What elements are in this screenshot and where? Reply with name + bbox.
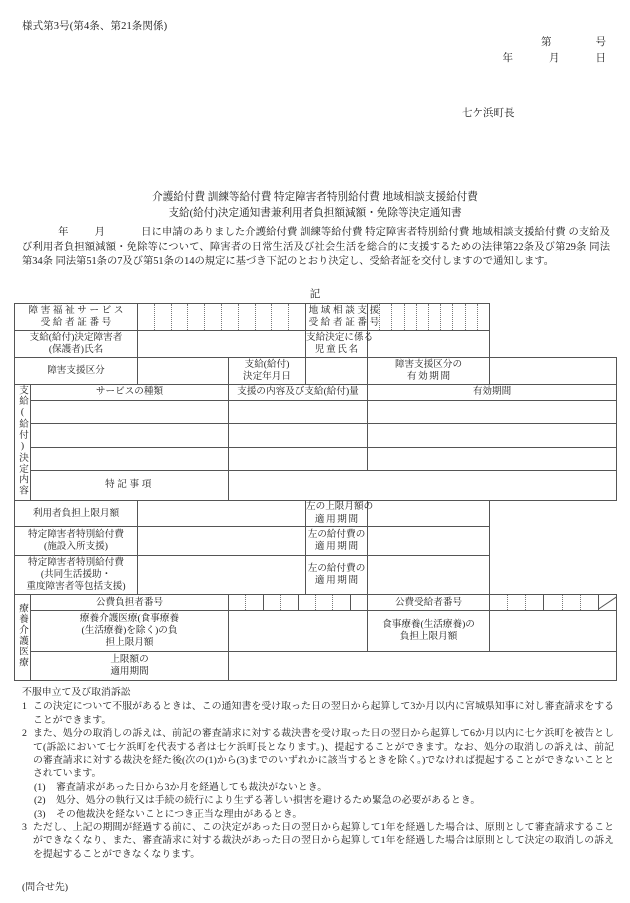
public-payer-number-field[interactable] [229, 595, 368, 611]
document-number-line [541, 34, 606, 49]
date-month-label: 月 [549, 53, 560, 64]
child-name-label: 支給決定に係る 児童氏名 [306, 331, 368, 358]
appeal-item-2-text: また、処分の取消しの訴えは、前記の審査請求に対する裁決書を受け取った日の翌日から起算して6か月以内に七ケ浜町を被告として(訴訟において七ケ浜町を代表する者は七ケ浜町長となります。)、提起することができます。なお、処分の取消しの訴えは、前記の審査請求に対する裁決を経た後(次の(1)から(3)までのいずれかに該当するときを除く。)でなければ提起することができないこととされています。 [33, 728, 614, 780]
support-content-field[interactable] [229, 401, 368, 424]
special-notes-label: 特記事項 [31, 470, 229, 500]
left-benefit-period-field-2[interactable] [368, 556, 490, 595]
table-row-public-expense-numbers [15, 595, 617, 611]
table-row-decision-headers [15, 385, 617, 401]
valid-period-field[interactable] [368, 401, 617, 424]
medical-cap-field[interactable] [229, 611, 368, 652]
appeal-item-3-number: 3 [22, 822, 27, 834]
cap-period-label: 上限額の 適用期間 [31, 652, 229, 681]
ki-marker: 記 [309, 289, 321, 300]
decision-date-label: 支給(給付) 決定年月日 [229, 358, 306, 385]
document-number-suffix: 号 [595, 37, 606, 48]
appeal-subitem-3-number: (3) [34, 808, 46, 820]
left-benefit-period-label: 左の給付費の 適用期間 [306, 527, 368, 556]
special-benefit-group-label: 特定障害者特別給付費 (共同生活援助・ 重度障害者等包括支援) [15, 556, 138, 595]
title-line-1: 介護給付費 訓練等給付費 特定障害者特別給付費 地域相談支援給付費 [152, 192, 478, 203]
cap-period-field[interactable] [229, 652, 617, 681]
intro-month-label: 月 [94, 227, 106, 238]
user-burden-cap-label: 利用者負担上限月額 [15, 501, 138, 527]
support-content-field[interactable] [229, 447, 368, 470]
appeal-subitem-3-text: その他裁決を経ないことにつき正当な理由があるとき。 [56, 808, 303, 820]
service-type-field[interactable] [31, 424, 229, 447]
child-name-field[interactable] [368, 331, 490, 358]
public-recipient-number-label: 公費受給者番号 [368, 595, 490, 611]
service-cert-number-cells [138, 304, 305, 330]
form-number: 様式第3号(第4条、第21条関係) [22, 21, 168, 32]
appeal-subitem-3 [34, 808, 614, 821]
decision-table [14, 303, 617, 681]
public-payer-number-cells [229, 595, 367, 610]
appeal-subitem-1-number: (1) [34, 781, 46, 793]
category-period-label: 障害支援区分の 有効期間 [368, 358, 490, 385]
appeal-subitem-2-number: (2) [34, 795, 46, 807]
valid-period-field[interactable] [368, 424, 617, 447]
intro-year-label: 年 [58, 227, 69, 238]
appeal-notice [22, 686, 614, 861]
appeal-item-1-number: 1 [22, 701, 27, 713]
document-title [0, 190, 630, 222]
appeal-item-3-text: ただし、上記の期間が経過する前に、この決定があった日の翌日から起算して1年を経過した場合は、原則として審査請求することができなくなり、また、審査請求に対する裁決があった日の翌日から起算して1年を経過した場合は原則として決定の取消しの訴えを提起することができなくなります。 [33, 822, 614, 860]
meal-cap-field[interactable] [490, 611, 617, 652]
support-category-field[interactable] [138, 358, 229, 385]
date-year-label: 年 [502, 53, 513, 64]
special-benefit-group-field[interactable] [138, 556, 306, 595]
support-content-header: 支援の内容及び支給(給付)量 [229, 385, 368, 401]
special-benefit-facility-label: 特定障害者特別給付費 (施設入所支援) [15, 527, 138, 556]
decision-person-name-field[interactable] [138, 331, 306, 358]
date-day-label: 日 [595, 53, 606, 64]
left-benefit-period-label-2: 左の給付費の 適用期間 [306, 556, 368, 595]
special-benefit-facility-field[interactable] [138, 527, 306, 556]
table-row-service-entry [15, 424, 617, 447]
decision-person-label: 支給(給付)決定障害者 (保護者)氏名 [15, 331, 138, 358]
appeal-heading: 不服申立て及び取消訴訟 [22, 687, 131, 698]
meal-cap-label: 食事療養(生活療養)の 負担上限月額 [368, 611, 490, 652]
medical-cap-label: 療養介護医療(食事療養 (生活療養)を除く)の負 担上限月額 [31, 611, 229, 652]
table-row-certificate-numbers [15, 304, 617, 331]
special-notes-field[interactable] [229, 470, 617, 500]
table-row-special-benefit-facility [15, 527, 617, 556]
support-category-label: 障害支援区分 [15, 358, 138, 385]
service-cert-label: 障害福祉サービス 受給者証番号 [15, 304, 138, 331]
table-row-service-entry [15, 401, 617, 424]
medical-care-side-label: 療養介護医療 [15, 595, 31, 681]
public-payer-number-label: 公費負担者番号 [31, 595, 229, 611]
user-burden-cap-field[interactable] [138, 501, 306, 527]
service-type-field[interactable] [31, 401, 229, 424]
appeal-item-1 [22, 700, 614, 727]
table-row-special-notes [15, 470, 617, 500]
regional-cert-label: 地域相談支援 受給者証番号 [306, 304, 368, 331]
table-row-cap-period [15, 652, 617, 681]
public-recipient-number-cells [490, 595, 616, 610]
appeal-subitem-2 [34, 794, 614, 807]
appeal-item-3 [22, 821, 614, 861]
contact-label: (問合せ先) [22, 882, 69, 893]
regional-cert-number-cells [368, 304, 489, 330]
decision-content-side-label: 支給(給付)決定内容 [15, 385, 31, 501]
left-benefit-period-field[interactable] [368, 527, 490, 556]
support-content-field[interactable] [229, 424, 368, 447]
regional-cert-number-field[interactable] [368, 304, 490, 331]
appeal-item-2 [22, 727, 614, 781]
category-period-field[interactable] [490, 358, 617, 385]
table-row-medical-cap [15, 611, 617, 652]
valid-period-field[interactable] [368, 447, 617, 470]
table-row-service-entry [15, 447, 617, 470]
appeal-subitem-1-text: 審査請求があった日から3か月を経過しても裁決がないとき。 [56, 781, 328, 793]
service-type-header: サービスの種類 [31, 385, 229, 401]
intro-text-start: 日に申請のありました介護給付費 訓練等給付費 特定障害者特別給付費 地域相談支援給付費 の支給及び利用 [22, 227, 611, 253]
appeal-subitem-2-text: 処分、処分の執行又は手続の続行により生ずる著しい損害を避けるため緊急の必要があるとき。 [56, 795, 481, 807]
document-date-line [503, 50, 607, 65]
table-row-names [15, 331, 617, 358]
table-row-special-benefit-group [15, 556, 617, 595]
appeal-item-2-number: 2 [22, 728, 27, 740]
service-type-field[interactable] [31, 447, 229, 470]
left-cap-period-field[interactable] [368, 501, 490, 527]
appeal-item-1-text: この決定について不服があるときは、この通知書を受け取った日の翌日から起算して3か月以内に宮城県知事に対し審査請求をすることができます。 [33, 701, 614, 726]
public-recipient-number-field[interactable] [490, 595, 617, 611]
intro-paragraph [22, 226, 610, 270]
appeal-subitem-1 [34, 781, 614, 794]
document-number-prefix: 第 [541, 37, 552, 48]
left-cap-period-label: 左の上限月額の 適用期間 [306, 501, 374, 525]
service-cert-number-field[interactable] [138, 304, 306, 331]
intro-text-rest: 者負担額減額・免除等について、障害者の日常生活及び社会生活を総合的に支援するための法律第22条及び第29条 同法第34条 同法第51条の7及び第51条の14の規定に基づき下記のとおり決定し、受給者証を交付しますので通知します。 [22, 241, 610, 268]
table-row-user-burden-cap [15, 501, 617, 527]
decision-date-field[interactable] [306, 358, 368, 385]
title-line-2: 支給(給付)決定通知書兼利用者負担額減額・免除等決定通知書 [168, 208, 462, 219]
issuer-name: 七ケ浜町長 [462, 108, 515, 119]
valid-period-header: 有効期間 [368, 385, 617, 401]
table-row-support-category [15, 358, 617, 385]
